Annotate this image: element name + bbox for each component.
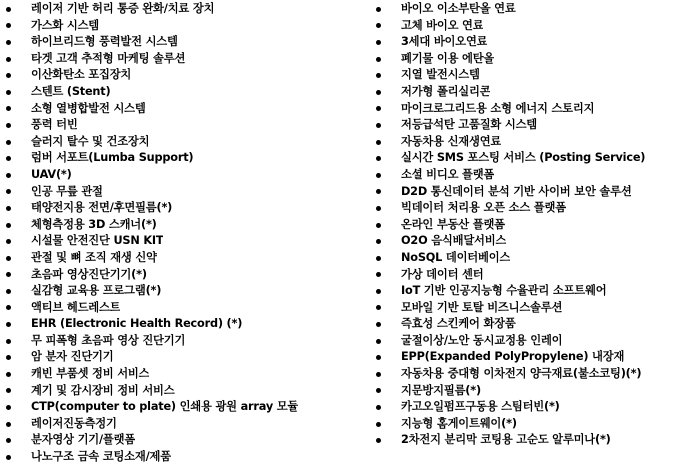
list-item-text: 카고오일펌프구동용 스팀터빈(*)	[401, 400, 560, 414]
list-item-text: O2O 음식배달서비스	[401, 234, 507, 248]
list-item-text: 지열 발전시스템	[401, 68, 480, 82]
bullet-icon	[6, 7, 11, 12]
bullet-icon	[376, 289, 381, 294]
list-item-text: 암 분자 진단기기	[31, 350, 114, 364]
list-item	[6, 267, 340, 284]
bullet-icon	[376, 90, 381, 95]
bullet-icon	[6, 455, 11, 460]
list-item-text: 마이크로그리드용 소형 에너지 스토리지	[401, 101, 595, 115]
list-item	[376, 366, 698, 383]
bullet-icon	[376, 40, 381, 45]
list-item	[376, 134, 698, 151]
bullet-icon	[6, 289, 11, 294]
list-item	[376, 267, 698, 284]
list-item	[376, 416, 698, 433]
bullet-icon	[376, 7, 381, 12]
bullet-icon	[6, 339, 11, 344]
bullet-icon	[6, 73, 11, 78]
bullet-icon	[376, 206, 381, 211]
right-bullet-list	[376, 1, 698, 449]
list-item-text: 타겟 고객 추적형 마케팅 솔루션	[31, 51, 186, 65]
list-item-text: 분자영상 기기/플랫폼	[31, 433, 136, 447]
list-item	[376, 200, 698, 217]
list-item-text: 하이브리드형 풍력발전 시스템	[31, 35, 178, 49]
list-item	[6, 200, 340, 217]
list-item-text: 지능형 홈게이트웨이(*)	[401, 416, 517, 430]
bullet-icon	[376, 106, 381, 111]
bullet-icon	[376, 305, 381, 310]
list-item	[6, 150, 340, 167]
list-item	[376, 84, 698, 101]
list-item-text: 초음파 영상진단기기(*)	[31, 267, 147, 281]
list-item	[376, 150, 698, 167]
list-item	[6, 399, 340, 416]
list-item	[376, 300, 698, 317]
bullet-icon	[6, 388, 11, 393]
list-item-text: 계기 및 감시장비 정비 서비스	[31, 383, 175, 397]
bullet-icon	[376, 405, 381, 410]
list-item-text: 저가형 폴리실리콘	[401, 84, 491, 98]
list-item-text: 즉효성 스킨케어 화장품	[401, 317, 516, 331]
list-item-text: 레이저 기반 허리 통증 완화/치료 장치	[31, 2, 215, 15]
list-item	[6, 84, 340, 101]
list-item	[376, 250, 698, 267]
list-item-text: 가스화 시스템	[31, 18, 100, 32]
list-item-text: 관절 및 뼈 조직 재생 신약	[31, 250, 157, 264]
bullet-icon	[376, 372, 381, 377]
bullet-icon	[376, 223, 381, 228]
list-item	[376, 316, 698, 333]
list-item-text: D2D 통신데이터 분석 기반 사이버 보안 솔루션	[401, 184, 632, 198]
bullet-icon	[376, 123, 381, 128]
list-item	[376, 117, 698, 134]
bullet-icon	[6, 90, 11, 95]
list-item-text: 고체 바이오 연료	[401, 18, 484, 32]
list-item	[6, 316, 340, 333]
list-item-text: 저등급석탄 고품질화 시스템	[401, 118, 538, 132]
list-item-text: 지문방지필름(*)	[401, 383, 481, 397]
list-item-text: 럼버 서포트(Lumba Support)	[31, 151, 194, 165]
list-item	[6, 333, 340, 350]
list-item	[376, 67, 698, 84]
list-item	[6, 250, 340, 267]
bullet-icon	[6, 305, 11, 310]
list-item	[376, 283, 698, 300]
list-item-text: NoSQL 데이터베이스	[401, 250, 511, 264]
list-item-text: 나노구조 금속 코팅소재/제품	[31, 450, 171, 464]
bullet-icon	[6, 355, 11, 360]
bullet-icon	[6, 256, 11, 261]
list-item	[376, 383, 698, 400]
bullet-icon	[6, 322, 11, 327]
list-item-text: 굴절이상/노안 동시교정용 인레이	[401, 333, 563, 347]
list-item	[376, 349, 698, 366]
bullet-icon	[6, 40, 11, 45]
list-item-text: 실감형 교육용 프로그램(*)	[31, 284, 162, 298]
bullet-icon	[376, 256, 381, 261]
bullet-icon	[376, 355, 381, 360]
bullet-icon	[6, 156, 11, 161]
bullet-icon	[6, 438, 11, 443]
list-item-text: 바이오 이소부탄올 연료	[401, 2, 516, 15]
list-item	[376, 217, 698, 234]
list-item	[6, 449, 340, 466]
list-item-text: 체형측정용 3D 스캐너(*)	[31, 217, 157, 231]
list-item	[376, 432, 698, 449]
list-item-text: UAV(*)	[31, 167, 72, 181]
list-item	[376, 18, 698, 35]
bullet-icon	[376, 73, 381, 78]
list-item	[376, 233, 698, 250]
list-item	[6, 67, 340, 84]
list-item	[6, 416, 340, 433]
list-item	[376, 184, 698, 201]
bullet-icon	[6, 57, 11, 62]
list-item-text: 레이저진동측정기	[31, 416, 117, 430]
list-item-text: CTP(computer to plate) 인쇄용 광원 array 모듈	[31, 400, 299, 414]
list-item-text: 풍력 터빈	[31, 118, 78, 132]
list-item	[376, 51, 698, 68]
list-item	[6, 1, 340, 18]
list-item-text: 소셜 비디오 플랫폼	[401, 167, 495, 181]
bullet-icon	[376, 388, 381, 393]
list-item	[6, 300, 340, 317]
list-item-text: 자동차용 중대형 이차전지 양극재료(불소코팅)(*)	[401, 367, 642, 381]
list-item-text: 2차전지 분리막 코팅용 고순도 알루미나(*)	[401, 433, 611, 447]
bullet-icon	[376, 272, 381, 277]
bullet-icon	[376, 438, 381, 443]
list-item	[376, 1, 698, 18]
list-item-text: EPP(Expanded PolyPropylene) 내장재	[401, 350, 625, 364]
list-item	[6, 101, 340, 118]
list-item	[6, 283, 340, 300]
list-item-text: 온라인 부동산 플랫폼	[401, 217, 505, 231]
list-item-text: 인공 무릎 관절	[31, 184, 103, 198]
list-item	[6, 18, 340, 35]
list-item-text: 모바일 기반 토탈 비즈니스솔루션	[401, 300, 563, 314]
list-item-text: 슬러지 탈수 및 건조장치	[31, 134, 150, 148]
list-item-text: 실시간 SMS 포스팅 서비스 (Posting Service)	[401, 151, 646, 165]
bullet-icon	[6, 405, 11, 410]
list-item	[6, 383, 340, 400]
list-item	[376, 34, 698, 51]
list-item	[376, 399, 698, 416]
list-item-text: 스텐트 (Stent)	[31, 84, 111, 98]
bullet-icon	[376, 23, 381, 28]
bullet-icon	[6, 140, 11, 145]
list-item-text: 태양전지용 전면/후면필름(*)	[31, 201, 173, 215]
bullet-icon	[376, 57, 381, 62]
list-item	[376, 167, 698, 184]
bullet-icon	[6, 372, 11, 377]
bullet-icon	[6, 239, 11, 244]
bullet-icon	[6, 123, 11, 128]
bullet-icon	[6, 106, 11, 111]
bullet-icon	[6, 272, 11, 277]
list-item	[6, 184, 340, 201]
list-item-text: 시설물 안전진단 USN KIT	[31, 234, 164, 248]
list-item-text: 폐기물 이용 에탄올	[401, 51, 495, 65]
list-item	[6, 217, 340, 234]
list-item-text: EHR (Electronic Health Record) (*)	[31, 317, 243, 331]
list-item-text: 빅데이터 처리용 오픈 소스 플랫폼	[401, 201, 566, 215]
list-item-text: 이산화탄소 포집장치	[31, 68, 132, 82]
list-item-text: 무 피폭형 초음파 영상 진단기기	[31, 333, 186, 347]
bullet-icon	[376, 322, 381, 327]
list-item	[6, 134, 340, 151]
bullet-icon	[376, 189, 381, 194]
list-item-text: 액티브 헤드레스트	[31, 300, 121, 314]
list-item	[6, 349, 340, 366]
list-item	[6, 432, 340, 449]
bullet-icon	[6, 206, 11, 211]
bullet-icon	[6, 223, 11, 228]
list-item-text: 캐빈 부품셋 정비 서비스	[31, 367, 150, 381]
list-item-text: 자동차용 신재생연료	[401, 134, 502, 148]
left-bullet-list	[6, 1, 340, 466]
list-item	[6, 167, 340, 184]
bullet-icon	[376, 156, 381, 161]
list-item	[376, 333, 698, 350]
list-item-text: 가상 데이터 센터	[401, 267, 484, 281]
list-item	[6, 34, 340, 51]
list-item	[6, 366, 340, 383]
list-item	[6, 233, 340, 250]
bullet-icon	[6, 23, 11, 28]
bullet-icon	[6, 189, 11, 194]
list-item-text: IoT 기반 인공지능형 수율관리 소프트웨어	[401, 284, 607, 298]
list-item	[6, 51, 340, 68]
bullet-icon	[376, 339, 381, 344]
bullet-icon	[376, 173, 381, 178]
list-item-text: 소형 열병합발전 시스템	[31, 101, 146, 115]
list-item	[6, 117, 340, 134]
list-item-text: 3세대 바이오연료	[401, 35, 488, 49]
list-item	[376, 101, 698, 118]
bullet-icon	[376, 239, 381, 244]
bullet-icon	[6, 173, 11, 178]
bullet-icon	[376, 140, 381, 145]
